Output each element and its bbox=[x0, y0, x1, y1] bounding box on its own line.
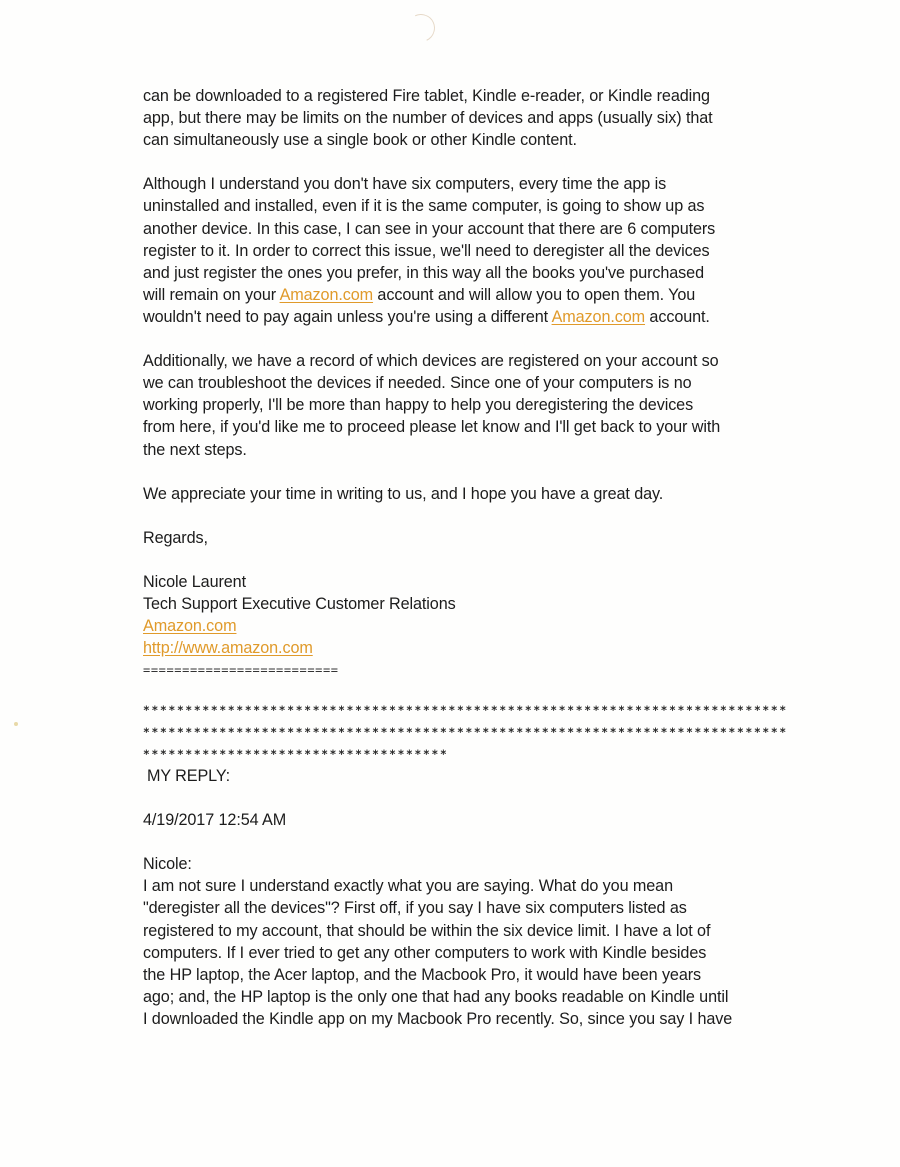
text-segment: will remain on your bbox=[143, 285, 280, 304]
reply-salutation: Nicole: bbox=[143, 855, 192, 874]
divider-row: **************************************************************************** bbox=[143, 703, 788, 717]
divider-row: **************************************************************************** bbox=[143, 725, 788, 739]
text-line: the HP laptop, the Acer laptop, and the Macbook Pro, it would have been years bbox=[143, 965, 702, 984]
text-line bbox=[143, 306, 803, 328]
text-line: uninstalled and installed, even if it is the same computer, is going to show up as bbox=[143, 197, 705, 216]
text-segment: wouldn't need to pay again unless you're using a different bbox=[143, 307, 552, 326]
text-line: registered to my account, that should be within the six device limit. I have a lot of bbox=[143, 921, 711, 940]
text-line: register to it. In order to correct this issue, we'll need to deregister all the devices bbox=[143, 241, 710, 260]
reply-heading: MY REPLY: bbox=[147, 766, 231, 785]
text-segment: account and will allow you to open them. You bbox=[373, 285, 696, 304]
text-line: and just register the ones you prefer, in this way all the books you've purchased bbox=[143, 263, 704, 282]
text-line: I downloaded the Kindle app on my Macbook Pro recently. So, since you say I have bbox=[143, 1009, 733, 1028]
text-line: Although I understand you don't have six computers, every time the app is bbox=[143, 175, 667, 194]
troubleshoot-paragraph bbox=[143, 350, 803, 460]
scan-speck bbox=[14, 722, 18, 726]
asterisk-divider bbox=[143, 700, 803, 766]
text-line: working properly, I'll be more than happy to help you deregistering the devices bbox=[143, 396, 694, 415]
text-line: app, but there may be limits on the number of devices and apps (usually six) that bbox=[143, 109, 713, 128]
signature-name: Nicole Laurent bbox=[143, 573, 246, 592]
text-line: can be downloaded to a registered Fire tablet, Kindle e-reader, or Kindle reading bbox=[143, 87, 710, 105]
text-line bbox=[143, 284, 803, 306]
signature-company-link[interactable]: Amazon.com bbox=[143, 617, 237, 636]
my-reply-section bbox=[143, 765, 803, 1030]
signature-website-link[interactable]: http://www.amazon.com bbox=[143, 639, 313, 658]
signature-title: Tech Support Executive Customer Relations bbox=[143, 595, 456, 614]
divider-row: ************************************ bbox=[143, 747, 449, 761]
text-line: Regards, bbox=[143, 528, 208, 547]
reply-timestamp: 4/19/2017 12:54 AM bbox=[143, 811, 287, 830]
text-line: I am not sure I understand exactly what you are saying. What do you mean bbox=[143, 877, 673, 896]
text-segment: account. bbox=[645, 307, 710, 326]
closing-line bbox=[143, 483, 803, 505]
text-line: we can troubleshoot the devices if needed. Since one of your computers is no bbox=[143, 374, 692, 393]
signature-separator: ========================= bbox=[143, 663, 339, 678]
text-line: computers. If I ever tried to get any other computers to work with Kindle besides bbox=[143, 943, 707, 962]
regards bbox=[143, 527, 803, 549]
text-line: another device. In this case, I can see in your account that there are 6 computers bbox=[143, 219, 716, 238]
deregister-explanation-paragraph bbox=[143, 173, 803, 328]
amazon-link[interactable]: Amazon.com bbox=[551, 307, 646, 326]
text-line: Additionally, we have a record of which devices are registered on your account so bbox=[143, 352, 719, 371]
text-line: "deregister all the devices"? First off, if you say I have six computers listed as bbox=[143, 899, 687, 918]
email-body bbox=[143, 85, 803, 1052]
amazon-link[interactable]: Amazon.com bbox=[279, 285, 374, 304]
intro-paragraph bbox=[143, 85, 803, 151]
text-line: the next steps. bbox=[143, 440, 247, 459]
signature-block bbox=[143, 571, 803, 681]
reply-heading-wrap bbox=[143, 765, 803, 787]
text-line: We appreciate your time in writing to us, and I hope you have a great day. bbox=[143, 484, 664, 503]
text-line: can simultaneously use a single book or other Kindle content. bbox=[143, 131, 577, 150]
reply-body bbox=[143, 853, 803, 1030]
text-line: from here, if you'd like me to proceed please let know and I'll get back to your with bbox=[143, 418, 721, 437]
scan-artifact-mark bbox=[403, 10, 439, 46]
text-line: ago; and, the HP laptop is the only one that had any books readable on Kindle until bbox=[143, 987, 729, 1006]
reply-timestamp-wrap bbox=[143, 809, 803, 831]
